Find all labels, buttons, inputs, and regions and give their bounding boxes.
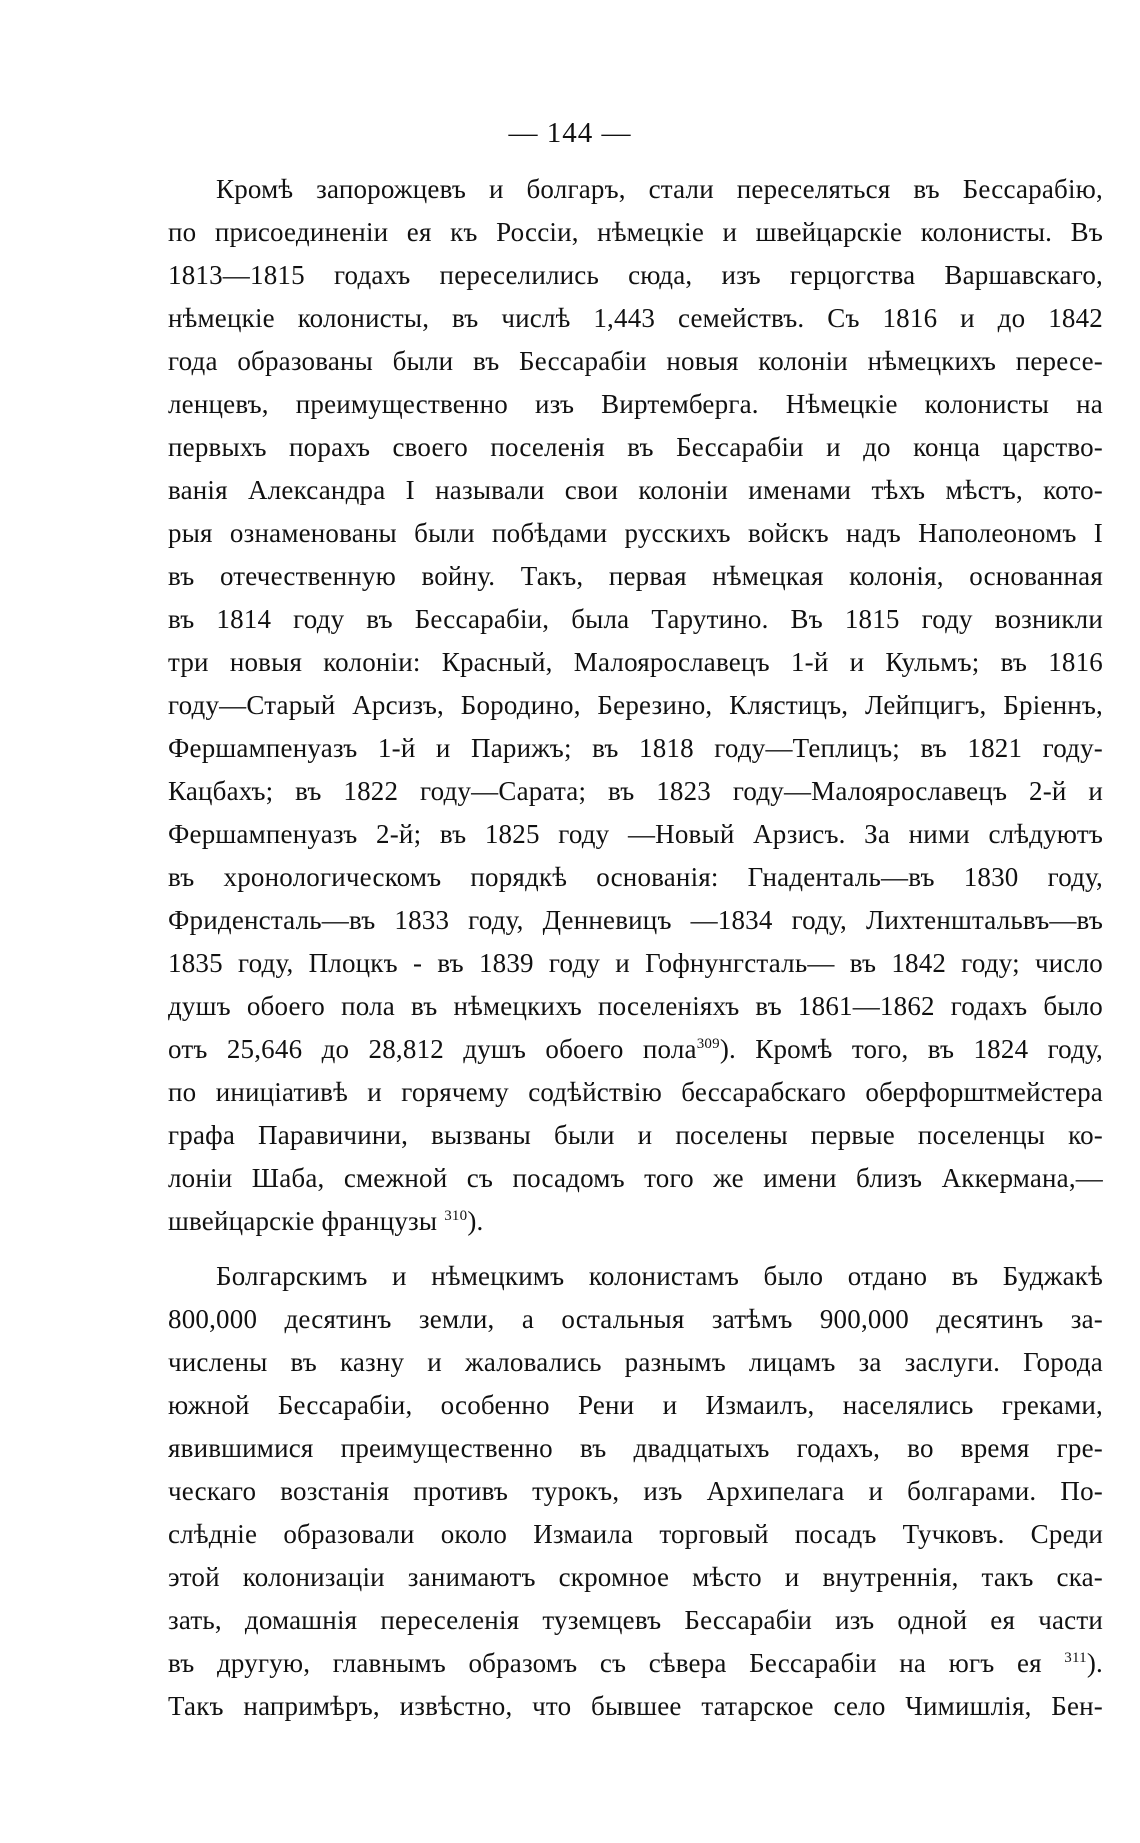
text-segment: въ другую, главнымъ образомъ съ сѣвера Бессарабіи на югъ ея xyxy=(168,1648,1042,1678)
text-line: Такъ напримѣръ, извѣстно, что бывшее татарское село Чимишлія, Бен- xyxy=(168,1691,1103,1721)
text-line: году—Старый Арсизъ, Бородино, Березино, Клястицъ, Лейпцигъ, Бріеннъ, xyxy=(168,690,1103,720)
text-segment: ). Кромѣ того, въ 1824 году, xyxy=(719,1034,1103,1064)
body-text xyxy=(168,168,1103,1728)
text-line: ванія Александра I называли свои колоніи именами тѣхъ мѣстъ, кото- xyxy=(168,475,1103,505)
footnote-ref-309: 309 xyxy=(696,1036,720,1052)
page-number: — 144 — xyxy=(508,117,632,149)
text-line: числены въ казну и жаловались разнымъ лицамъ за заслуги. Города xyxy=(168,1347,1103,1377)
text-line: явившимися преимущественно въ двадцатыхъ годахъ, во время гре- xyxy=(168,1433,1103,1463)
text-line xyxy=(168,1200,1103,1243)
text-segment: швейцарскіе французы xyxy=(168,1206,438,1236)
text-line: графа Паравичини, вызваны были и поселены первые поселенцы ко- xyxy=(168,1120,1103,1150)
text-line: Кромѣ запорожцевъ и болгаръ, стали переселяться въ Бессарабію, xyxy=(216,174,1103,204)
text-line xyxy=(168,1028,1103,1071)
text-line: по присоединеніи ея къ Россіи, нѣмецкіе и швейцарскіе колонисты. Въ xyxy=(168,217,1103,247)
text-segment: ). xyxy=(1086,1648,1103,1678)
text-line: этой колонизаціи занимаютъ скромное мѣсто и внутреннія, такъ ска- xyxy=(168,1562,1103,1592)
text-line: въ отечественную войну. Такъ, первая нѣмецкая колонія, основанная xyxy=(168,561,1103,591)
text-line: лоніи Шаба, смежной съ посадомъ того же имени близъ Аккермана,— xyxy=(168,1163,1103,1193)
text-line: въ 1814 году въ Бессарабіи, была Тарутино. Въ 1815 году возникли xyxy=(168,604,1103,634)
text-line: Кацбахъ; въ 1822 году—Сарата; въ 1823 году—Малоярославецъ 2-й и xyxy=(168,776,1103,806)
text-line: южной Бессарабіи, особенно Рени и Измаилъ, населялись греками, xyxy=(168,1390,1103,1420)
text-line: по иниціативѣ и горячему содѣйствію бессарабскаго оберфорштмейстера xyxy=(168,1077,1103,1107)
text-line: года образованы были въ Бессарабіи новыя колоніи нѣмецкихъ пересе- xyxy=(168,346,1103,376)
text-line xyxy=(168,1642,1103,1685)
text-line: первыхъ порахъ своего поселенія въ Бессарабіи и до конца царство- xyxy=(168,432,1103,462)
text-line: рыя ознаменованы были побѣдами русскихъ войскъ надъ Наполеономъ I xyxy=(168,518,1103,548)
text-line: Фриденсталь—въ 1833 году, Денневицъ —1834 году, Лихтенштальвъ—въ xyxy=(168,905,1103,935)
footnote-ref-311: 311 xyxy=(1064,1650,1087,1666)
text-line: Фершампенуазъ 2-й; въ 1825 году —Новый Арзисъ. За ними слѣдуютъ xyxy=(168,819,1103,849)
text-segment: отъ 25,646 до 28,812 душъ обоего пола xyxy=(168,1034,697,1064)
text-segment: ). xyxy=(467,1206,484,1236)
text-line: ческаго возстанія противъ турокъ, изъ Архипелага и болгарами. По- xyxy=(168,1476,1103,1506)
text-line: 800,000 десятинъ земли, а остальныя затѣмъ 900,000 десятинъ за- xyxy=(168,1304,1103,1334)
text-line: зать, домашнія переселенія туземцевъ Бессарабіи изъ одной ея части xyxy=(168,1605,1103,1635)
text-line: ленцевъ, преимущественно изъ Виртемберга. Нѣмецкіе колонисты на xyxy=(168,389,1103,419)
text-line: Болгарскимъ и нѣмецкимъ колонистамъ было отдано въ Буджакѣ xyxy=(216,1261,1103,1291)
text-line: нѣмецкіе колонисты, въ числѣ 1,443 семействъ. Съ 1816 и до 1842 xyxy=(168,303,1103,333)
text-line: слѣдніе образовали около Измаила торговый посадъ Тучковъ. Среди xyxy=(168,1519,1103,1549)
paragraph-gap xyxy=(168,1243,1103,1255)
text-line: въ хронологическомъ порядкѣ основанія: Гнаденталь—въ 1830 году, xyxy=(168,862,1103,892)
text-line: Фершампенуазъ 1-й и Парижъ; въ 1818 году—Теплицъ; въ 1821 году- xyxy=(168,733,1103,763)
text-line: душъ обоего пола въ нѣмецкихъ поселеніяхъ въ 1861—1862 годахъ было xyxy=(168,991,1103,1021)
text-line: три новыя колоніи: Красный, Малоярославецъ 1-й и Кульмъ; въ 1816 xyxy=(168,647,1103,677)
footnote-ref-310: 310 xyxy=(444,1208,468,1224)
text-line: 1813—1815 годахъ переселились сюда, изъ герцогства Варшавскаго, xyxy=(168,260,1103,290)
text-line: 1835 году, Плоцкъ - въ 1839 году и Гофнунгсталь— въ 1842 году; число xyxy=(168,948,1103,978)
